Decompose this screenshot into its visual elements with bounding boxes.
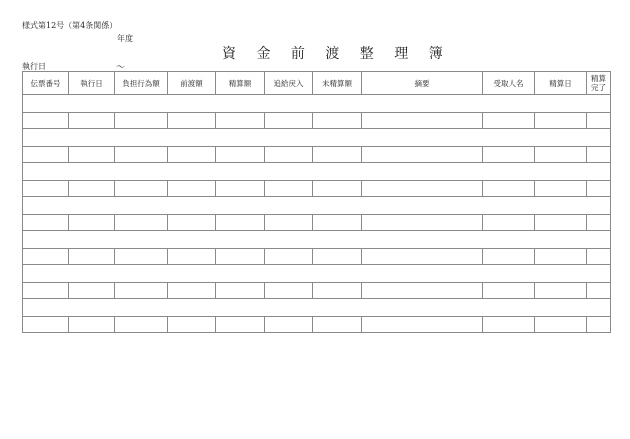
ledger-row-wide <box>23 231 611 249</box>
ledger-cell[interactable] <box>265 283 313 299</box>
ledger-cell[interactable] <box>69 215 115 231</box>
ledger-cell-wide[interactable] <box>23 129 611 147</box>
ledger-cell[interactable] <box>216 113 265 129</box>
ledger-cell-wide[interactable] <box>23 299 611 317</box>
ledger-cell[interactable] <box>265 215 313 231</box>
ledger-cell[interactable] <box>23 181 69 197</box>
ledger-cell[interactable] <box>483 113 535 129</box>
col-header-recipient-name: 受取人名 <box>483 72 535 95</box>
ledger-row-wide <box>23 95 611 113</box>
ledger-cell[interactable] <box>23 283 69 299</box>
ledger-cell[interactable] <box>168 317 216 333</box>
ledger-row-wide <box>23 197 611 215</box>
ledger-cell[interactable] <box>483 147 535 163</box>
ledger-row <box>23 283 611 299</box>
header-row <box>23 72 611 95</box>
ledger-row <box>23 147 611 163</box>
ledger-cell[interactable] <box>216 147 265 163</box>
ledger-cell[interactable] <box>216 283 265 299</box>
ledger-row-wide <box>23 163 611 181</box>
page-title: 資 金 前 渡 整 理 簿 <box>222 46 451 62</box>
ledger-cell[interactable] <box>587 147 611 163</box>
ledger-cell[interactable] <box>362 147 483 163</box>
ledger-cell[interactable] <box>313 215 362 231</box>
ledger-cell-wide[interactable] <box>23 163 611 181</box>
col-header-slip-number: 伝票番号 <box>23 72 69 95</box>
ledger-cell[interactable] <box>115 147 168 163</box>
ledger-cell[interactable] <box>265 113 313 129</box>
ledger-cell[interactable] <box>69 317 115 333</box>
ledger-cell[interactable] <box>535 113 587 129</box>
ledger-cell[interactable] <box>587 249 611 265</box>
ledger-cell-wide[interactable] <box>23 265 611 283</box>
ledger-cell[interactable] <box>535 215 587 231</box>
col-header-settlement-date: 精算日 <box>535 72 587 95</box>
ledger-cell[interactable] <box>313 317 362 333</box>
exec-date-label: 執行日 <box>22 62 46 71</box>
ledger-cell[interactable] <box>69 249 115 265</box>
ledger-cell[interactable] <box>362 181 483 197</box>
ledger-cell[interactable] <box>483 181 535 197</box>
col-header-commitment-amount: 負担行為額 <box>115 72 168 95</box>
ledger-cell[interactable] <box>535 249 587 265</box>
ledger-cell[interactable] <box>587 181 611 197</box>
ledger-cell[interactable] <box>115 249 168 265</box>
ledger-cell[interactable] <box>23 147 69 163</box>
ledger-cell[interactable] <box>216 215 265 231</box>
ledger-cell[interactable] <box>168 283 216 299</box>
form-number: 様式第12号（第4条関係） <box>22 21 118 30</box>
fiscal-year-label: 年度 <box>117 34 133 43</box>
ledger-table <box>22 71 611 333</box>
ledger-cell-wide[interactable] <box>23 197 611 215</box>
ledger-cell[interactable] <box>362 113 483 129</box>
ledger-cell[interactable] <box>115 215 168 231</box>
ledger-cell[interactable] <box>168 215 216 231</box>
ledger-row <box>23 317 611 333</box>
ledger-body <box>23 95 611 333</box>
ledger-cell[interactable] <box>265 181 313 197</box>
ledger-cell[interactable] <box>362 249 483 265</box>
ledger-cell[interactable] <box>313 249 362 265</box>
ledger-cell[interactable] <box>168 181 216 197</box>
ledger-cell[interactable] <box>265 317 313 333</box>
exec-date-tilde: ～ <box>116 63 126 73</box>
ledger-cell[interactable] <box>362 215 483 231</box>
ledger-row <box>23 249 611 265</box>
ledger-cell[interactable] <box>483 283 535 299</box>
ledger-cell[interactable] <box>265 249 313 265</box>
ledger-cell[interactable] <box>587 317 611 333</box>
ledger-row-wide <box>23 129 611 147</box>
col-header-exec-date: 執行日 <box>69 72 115 95</box>
ledger-cell[interactable] <box>362 317 483 333</box>
ledger-cell[interactable] <box>216 317 265 333</box>
ledger-cell[interactable] <box>587 283 611 299</box>
ledger-cell[interactable] <box>483 215 535 231</box>
ledger-cell[interactable] <box>115 317 168 333</box>
ledger-cell[interactable] <box>587 215 611 231</box>
ledger-cell[interactable] <box>535 147 587 163</box>
ledger-cell[interactable] <box>483 317 535 333</box>
ledger-cell[interactable] <box>115 181 168 197</box>
col-header-settled-amount: 精算額 <box>216 72 265 95</box>
col-header-settlement-complete: 精算 完了 <box>587 72 611 95</box>
ledger-cell[interactable] <box>69 147 115 163</box>
ledger-cell[interactable] <box>69 283 115 299</box>
col-header-advance-amount: 前渡額 <box>168 72 216 95</box>
ledger-cell[interactable] <box>313 147 362 163</box>
ledger-row <box>23 215 611 231</box>
ledger-cell[interactable] <box>216 249 265 265</box>
col-header-unsettled-amount: 未精算額 <box>313 72 362 95</box>
ledger-cell[interactable] <box>265 147 313 163</box>
ledger-cell[interactable] <box>362 283 483 299</box>
ledger-cell[interactable] <box>313 113 362 129</box>
ledger-cell[interactable] <box>23 249 69 265</box>
ledger-row-wide <box>23 265 611 283</box>
ledger-cell[interactable] <box>115 283 168 299</box>
ledger-cell[interactable] <box>313 181 362 197</box>
ledger-cell-wide[interactable] <box>23 95 611 113</box>
ledger-cell[interactable] <box>168 249 216 265</box>
ledger-cell[interactable] <box>115 113 168 129</box>
ledger-cell[interactable] <box>23 113 69 129</box>
ledger-cell[interactable] <box>168 147 216 163</box>
col-header-additional-refund: 追給戻入 <box>265 72 313 95</box>
ledger-cell[interactable] <box>587 113 611 129</box>
ledger-row <box>23 113 611 129</box>
ledger-cell[interactable] <box>535 283 587 299</box>
ledger-cell[interactable] <box>483 249 535 265</box>
ledger-cell[interactable] <box>69 113 115 129</box>
ledger-cell[interactable] <box>168 113 216 129</box>
ledger-row <box>23 181 611 197</box>
ledger-cell[interactable] <box>23 317 69 333</box>
ledger-cell[interactable] <box>69 181 115 197</box>
ledger-cell[interactable] <box>535 181 587 197</box>
ledger-cell-wide[interactable] <box>23 231 611 249</box>
ledger-cell[interactable] <box>535 317 587 333</box>
ledger-cell[interactable] <box>313 283 362 299</box>
ledger-row-wide <box>23 299 611 317</box>
ledger-cell[interactable] <box>216 181 265 197</box>
ledger-cell[interactable] <box>23 215 69 231</box>
col-header-description: 摘要 <box>362 72 483 95</box>
